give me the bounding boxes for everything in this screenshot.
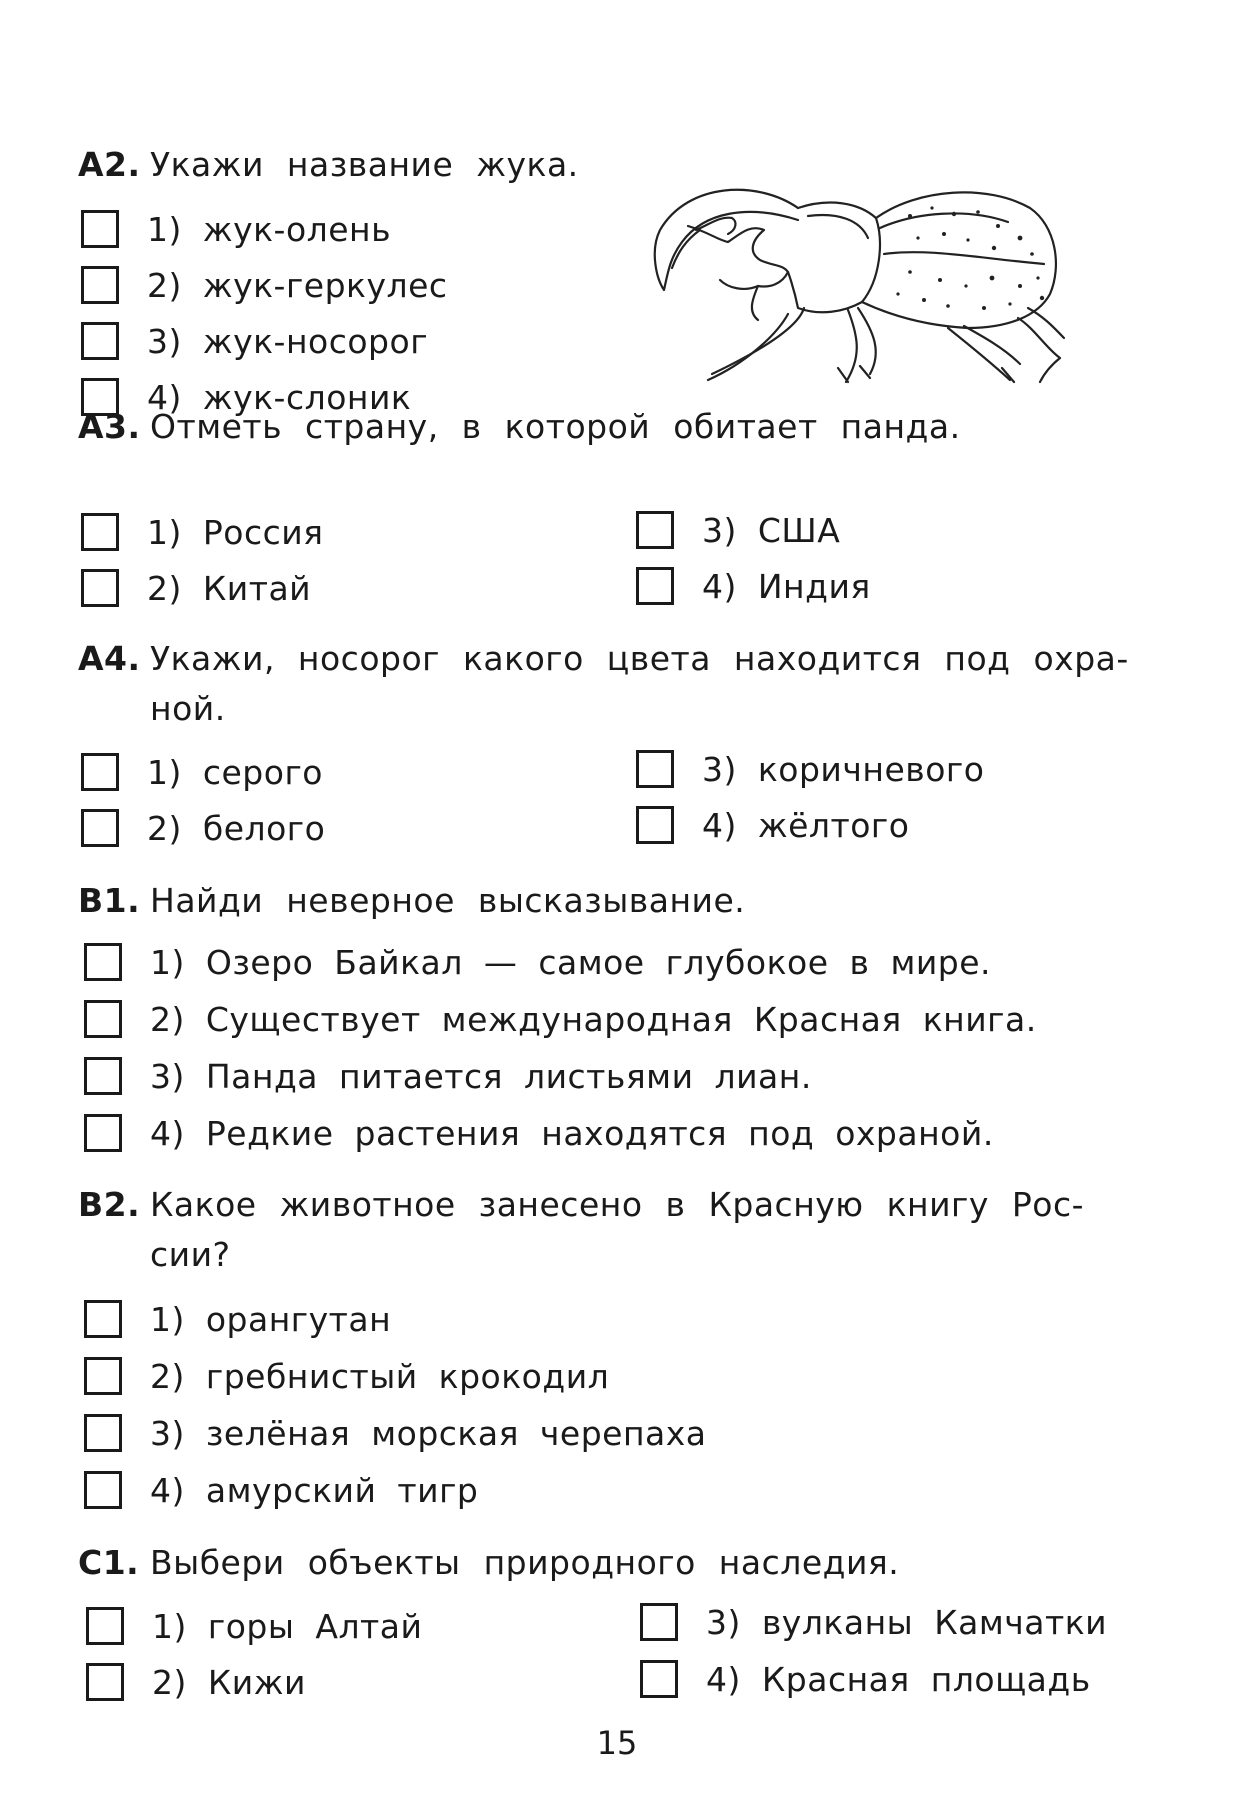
option-label: 3) коричневого: [702, 749, 985, 789]
option-label: 2) Китай: [147, 568, 312, 608]
option-b2-4[interactable]: [84, 1466, 478, 1514]
option-a3-2[interactable]: [81, 564, 311, 612]
option-label: 3) вулканы Камчатки: [706, 1602, 1108, 1642]
option-b2-3[interactable]: [84, 1409, 707, 1457]
option-label: 4) Индия: [702, 566, 871, 606]
question-number: С1.: [78, 1543, 140, 1582]
question-text: Какое животное занесено в Красную книгу Рос-: [150, 1185, 1085, 1224]
question-text: Укажи, носорог какого цвета находится под охра-: [150, 639, 1129, 678]
checkbox[interactable]: [81, 266, 119, 304]
question-b2: [78, 1180, 1158, 1280]
option-label: 1) серого: [147, 752, 323, 792]
option-b1-4[interactable]: [84, 1109, 994, 1157]
question-a4: [78, 634, 1158, 734]
option-a2-1[interactable]: [81, 205, 391, 253]
option-label: 4) Редкие растения находятся под охраной.: [150, 1113, 994, 1153]
option-label: 2) гребнистый крокодил: [150, 1356, 610, 1396]
option-c1-2[interactable]: [86, 1658, 306, 1706]
checkbox[interactable]: [84, 1057, 122, 1095]
checkbox[interactable]: [84, 1357, 122, 1395]
question-a2: [78, 140, 579, 190]
option-label: 2) белого: [147, 808, 326, 848]
checkbox[interactable]: [84, 1000, 122, 1038]
option-label: 1) орангутан: [150, 1299, 392, 1339]
question-text: Отметь страну, в которой обитает панда.: [150, 407, 961, 446]
checkbox[interactable]: [81, 569, 119, 607]
question-a3: [78, 402, 961, 452]
option-c1-3[interactable]: [640, 1598, 1107, 1646]
option-a3-4[interactable]: [636, 562, 871, 610]
option-b1-2[interactable]: [84, 995, 1037, 1043]
option-a4-3[interactable]: [636, 745, 984, 793]
option-label: 4) жук-слоник: [147, 377, 412, 417]
checkbox[interactable]: [86, 1607, 124, 1645]
question-text-cont: сии?: [150, 1235, 231, 1274]
option-label: 4) Красная площадь: [706, 1659, 1091, 1699]
option-label: 1) жук-олень: [147, 209, 392, 249]
option-label: 1) Россия: [147, 512, 324, 552]
checkbox[interactable]: [84, 1471, 122, 1509]
option-b2-1[interactable]: [84, 1295, 391, 1343]
option-b1-1[interactable]: [84, 938, 991, 986]
option-a4-4[interactable]: [636, 801, 909, 849]
option-label: 4) жёлтого: [702, 805, 910, 845]
option-label: 3) жук-носорог: [147, 321, 429, 361]
option-label: 2) Существует международная Красная книга.: [150, 999, 1037, 1039]
checkbox[interactable]: [84, 1114, 122, 1152]
option-a4-2[interactable]: [81, 804, 325, 852]
option-b1-3[interactable]: [84, 1052, 812, 1100]
option-a2-2[interactable]: [81, 261, 448, 309]
checkbox[interactable]: [86, 1663, 124, 1701]
checkbox[interactable]: [81, 809, 119, 847]
question-number: В2.: [78, 1185, 141, 1224]
checkbox[interactable]: [81, 322, 119, 360]
option-label: 1) горы Алтай: [152, 1606, 423, 1646]
option-a3-3[interactable]: [636, 506, 840, 554]
option-c1-1[interactable]: [86, 1602, 422, 1650]
question-number: В1.: [78, 881, 141, 920]
option-a3-1[interactable]: [81, 508, 324, 556]
checkbox[interactable]: [640, 1603, 678, 1641]
option-label: 3) зелёная морская черепаха: [150, 1413, 707, 1453]
question-b1: [78, 876, 745, 926]
question-text-cont: ной.: [150, 689, 226, 728]
checkbox[interactable]: [636, 567, 674, 605]
checkbox[interactable]: [636, 511, 674, 549]
checkbox[interactable]: [81, 753, 119, 791]
checkbox[interactable]: [84, 943, 122, 981]
checkbox[interactable]: [640, 1660, 678, 1698]
beetle-illustration: [648, 168, 1068, 390]
checkbox[interactable]: [81, 513, 119, 551]
checkbox[interactable]: [636, 806, 674, 844]
option-label: 2) Кижи: [152, 1662, 306, 1702]
option-label: 1) Озеро Байкал — самое глубокое в мире.: [150, 942, 992, 982]
question-number: А3.: [78, 407, 141, 446]
option-label: 2) жук-геркулес: [147, 265, 448, 305]
page-number: 15: [596, 1724, 638, 1762]
option-label: 3) Панда питается листьями лиан.: [150, 1056, 812, 1096]
question-number: А2.: [78, 145, 141, 184]
question-text: Укажи название жука.: [150, 145, 579, 184]
checkbox[interactable]: [636, 750, 674, 788]
option-label: 4) амурский тигр: [150, 1470, 479, 1510]
question-number: А4.: [78, 639, 141, 678]
checkbox[interactable]: [84, 1414, 122, 1452]
question-text: Выбери объекты природного наследия.: [150, 1543, 900, 1582]
option-a2-3[interactable]: [81, 317, 428, 365]
option-c1-4[interactable]: [640, 1655, 1091, 1703]
question-c1: [78, 1538, 899, 1588]
option-b2-2[interactable]: [84, 1352, 609, 1400]
question-text: Найди неверное высказывание.: [150, 881, 746, 920]
checkbox[interactable]: [81, 210, 119, 248]
option-a4-1[interactable]: [81, 748, 323, 796]
option-label: 3) США: [702, 510, 841, 550]
checkbox[interactable]: [84, 1300, 122, 1338]
